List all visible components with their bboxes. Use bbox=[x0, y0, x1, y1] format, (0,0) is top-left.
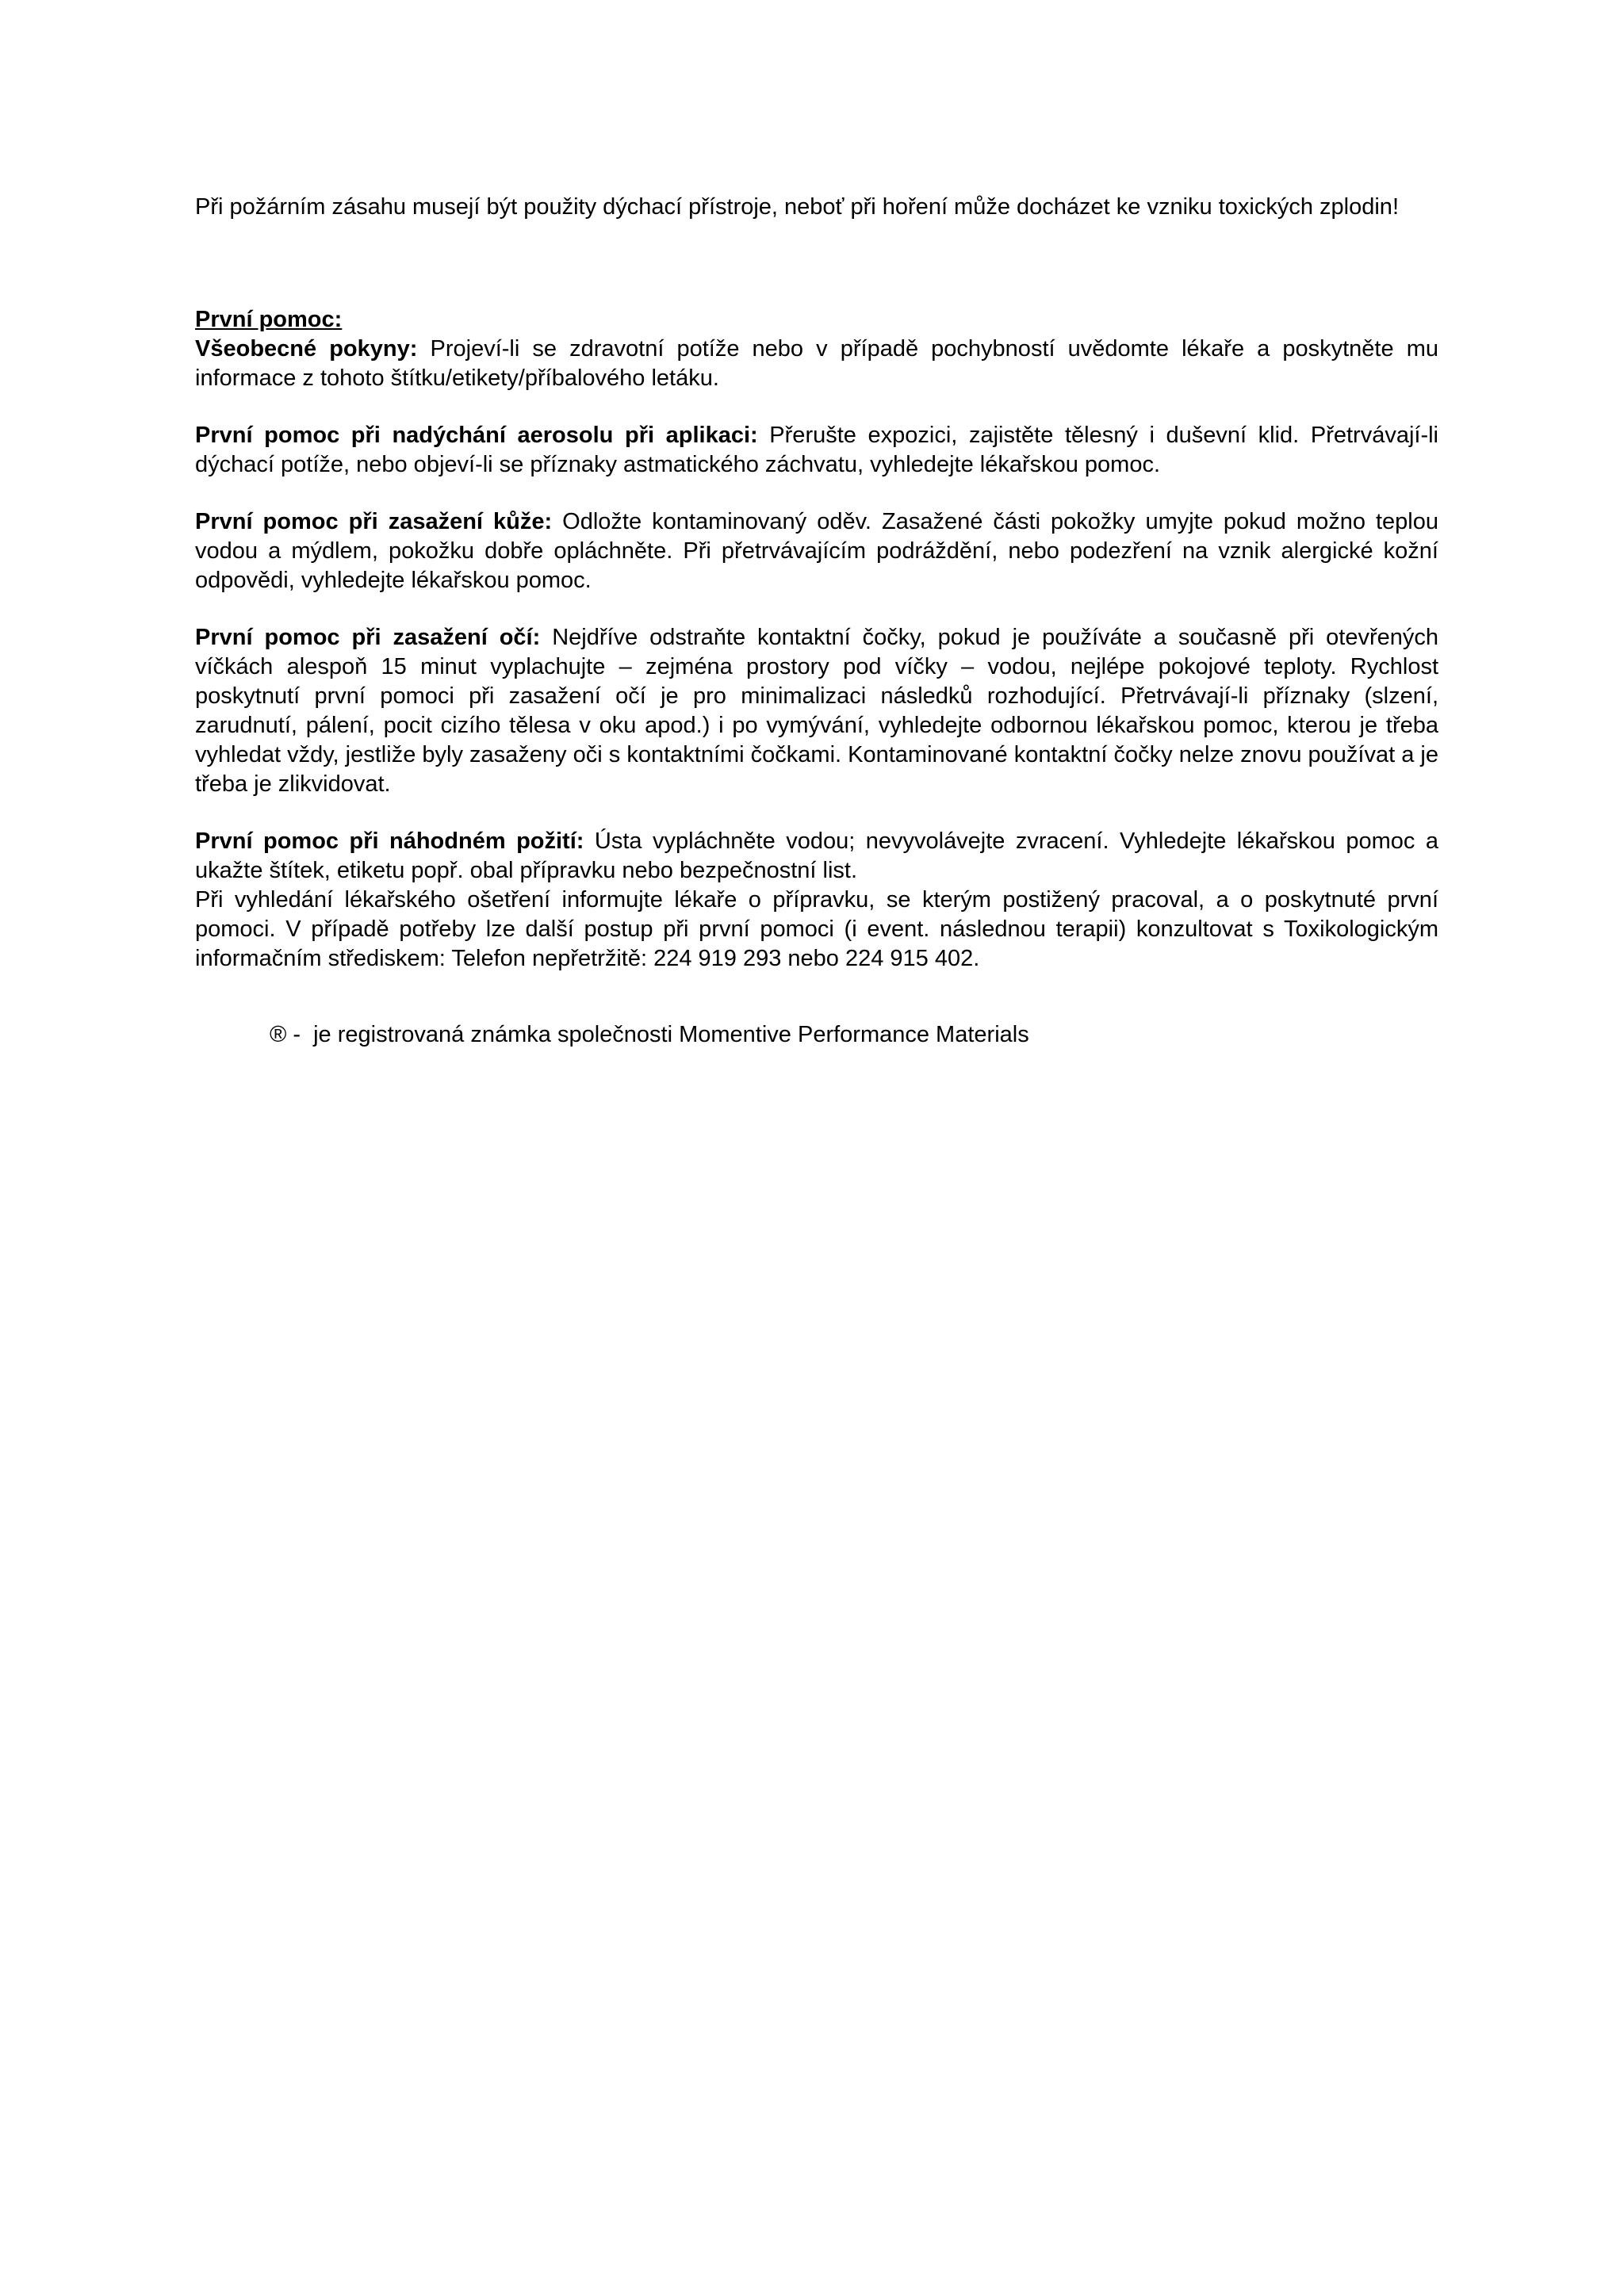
document-body bbox=[195, 193, 1438, 974]
ingestion-text: Ústa vypláchněte vodou; nevyvolávejte zvracení. Vyhledejte lékařskou pomoc a ukažte štítek, etiketu popř. obal přípravku nebo bezpečnostní list. bbox=[195, 828, 1438, 883]
doctor-info: Při vyhledání lékařského ošetření informujte lékaře o přípravku, se kterým postižený pracoval, a o poskytnuté první pomoci. V případě potřeby lze další postup při první pomoci (i event. následnou terapii) konzultovat s Toxikologickým informačním střediskem: Telefon nepřetržitě: 224 919 293 nebo 224 915 402. bbox=[195, 887, 1438, 971]
general-text: Projeví-li se zdravotní potíže nebo v případě pochybností uvědomte lékaře a poskytněte mu informace z tohoto štítku/etikety/příbalového letáku. bbox=[195, 336, 1438, 391]
inhalation-label: První pomoc při nadýchání aerosolu při aplikaci: bbox=[195, 423, 758, 448]
inhalation-text: Přerušte expozici, zajistěte tělesný i duševní klid. Přetrvávají-li dýchací potíže, nebo objeví-li se příznaky astmatického záchvatu, vyhledejte lékařskou pomoc. bbox=[195, 423, 1438, 477]
ingestion-label: První pomoc při náhodném požití: bbox=[195, 828, 584, 854]
skin-label: První pomoc při zasažení kůže: bbox=[195, 509, 553, 534]
trademark-footnote bbox=[270, 1020, 1029, 1050]
skin-text: Odložte kontaminovaný oděv. Zasažené části pokožky umyjte pokud možno teplou vodou a mýdlem, pokožku dobře opláchněte. Při přetrvávajícím podráždění, nebo podezření na vznik alergické kožní odpovědi, vyhledejte lékařskou pomoc. bbox=[195, 509, 1438, 593]
first-aid-eyes bbox=[195, 623, 1438, 799]
eyes-text: Nejdříve odstraňte kontaktní čočky, pokud je používáte a současně při otevřených víčkách alespoň 15 minut vyplachujte – zejména prostory pod víčky – vodou, nejlépe pokojové teploty. Rychlost poskytnutí první pomoci při zasažení očí je pro minimalizaci následků rozhodující. Přetrvávají-li příznaky (slzení, zarudnutí, pálení, pocit cizího tělesa v oku apod.) i po vymývání, vyhledejte odbornou lékařskou pomoc, kterou je třeba vyhledat vždy, jestliže byly zasaženy oči s kontaktními čočkami. Kontaminované kontaktní čočky nelze znovu používat a je třeba je zlikvidovat. bbox=[195, 625, 1438, 797]
trademark-text: je registrovaná známka společnosti Momentive Performance Materials bbox=[313, 1022, 1029, 1047]
trademark-symbol: ® - bbox=[270, 1022, 301, 1047]
first-aid-ingestion bbox=[195, 827, 1438, 886]
first-aid-skin bbox=[195, 507, 1438, 595]
first-aid-general bbox=[195, 335, 1438, 393]
first-aid-heading: První pomoc: bbox=[195, 307, 343, 332]
first-aid-inhalation bbox=[195, 421, 1438, 480]
general-label: Všeobecné pokyny: bbox=[195, 336, 418, 362]
fire-fighting-note: Při požárním zásahu musejí být použity dýchací přístroje, neboť při hoření může docházet ke vzniku toxických zplodin! bbox=[195, 194, 1399, 220]
eyes-label: První pomoc při zasažení očí: bbox=[195, 625, 541, 650]
